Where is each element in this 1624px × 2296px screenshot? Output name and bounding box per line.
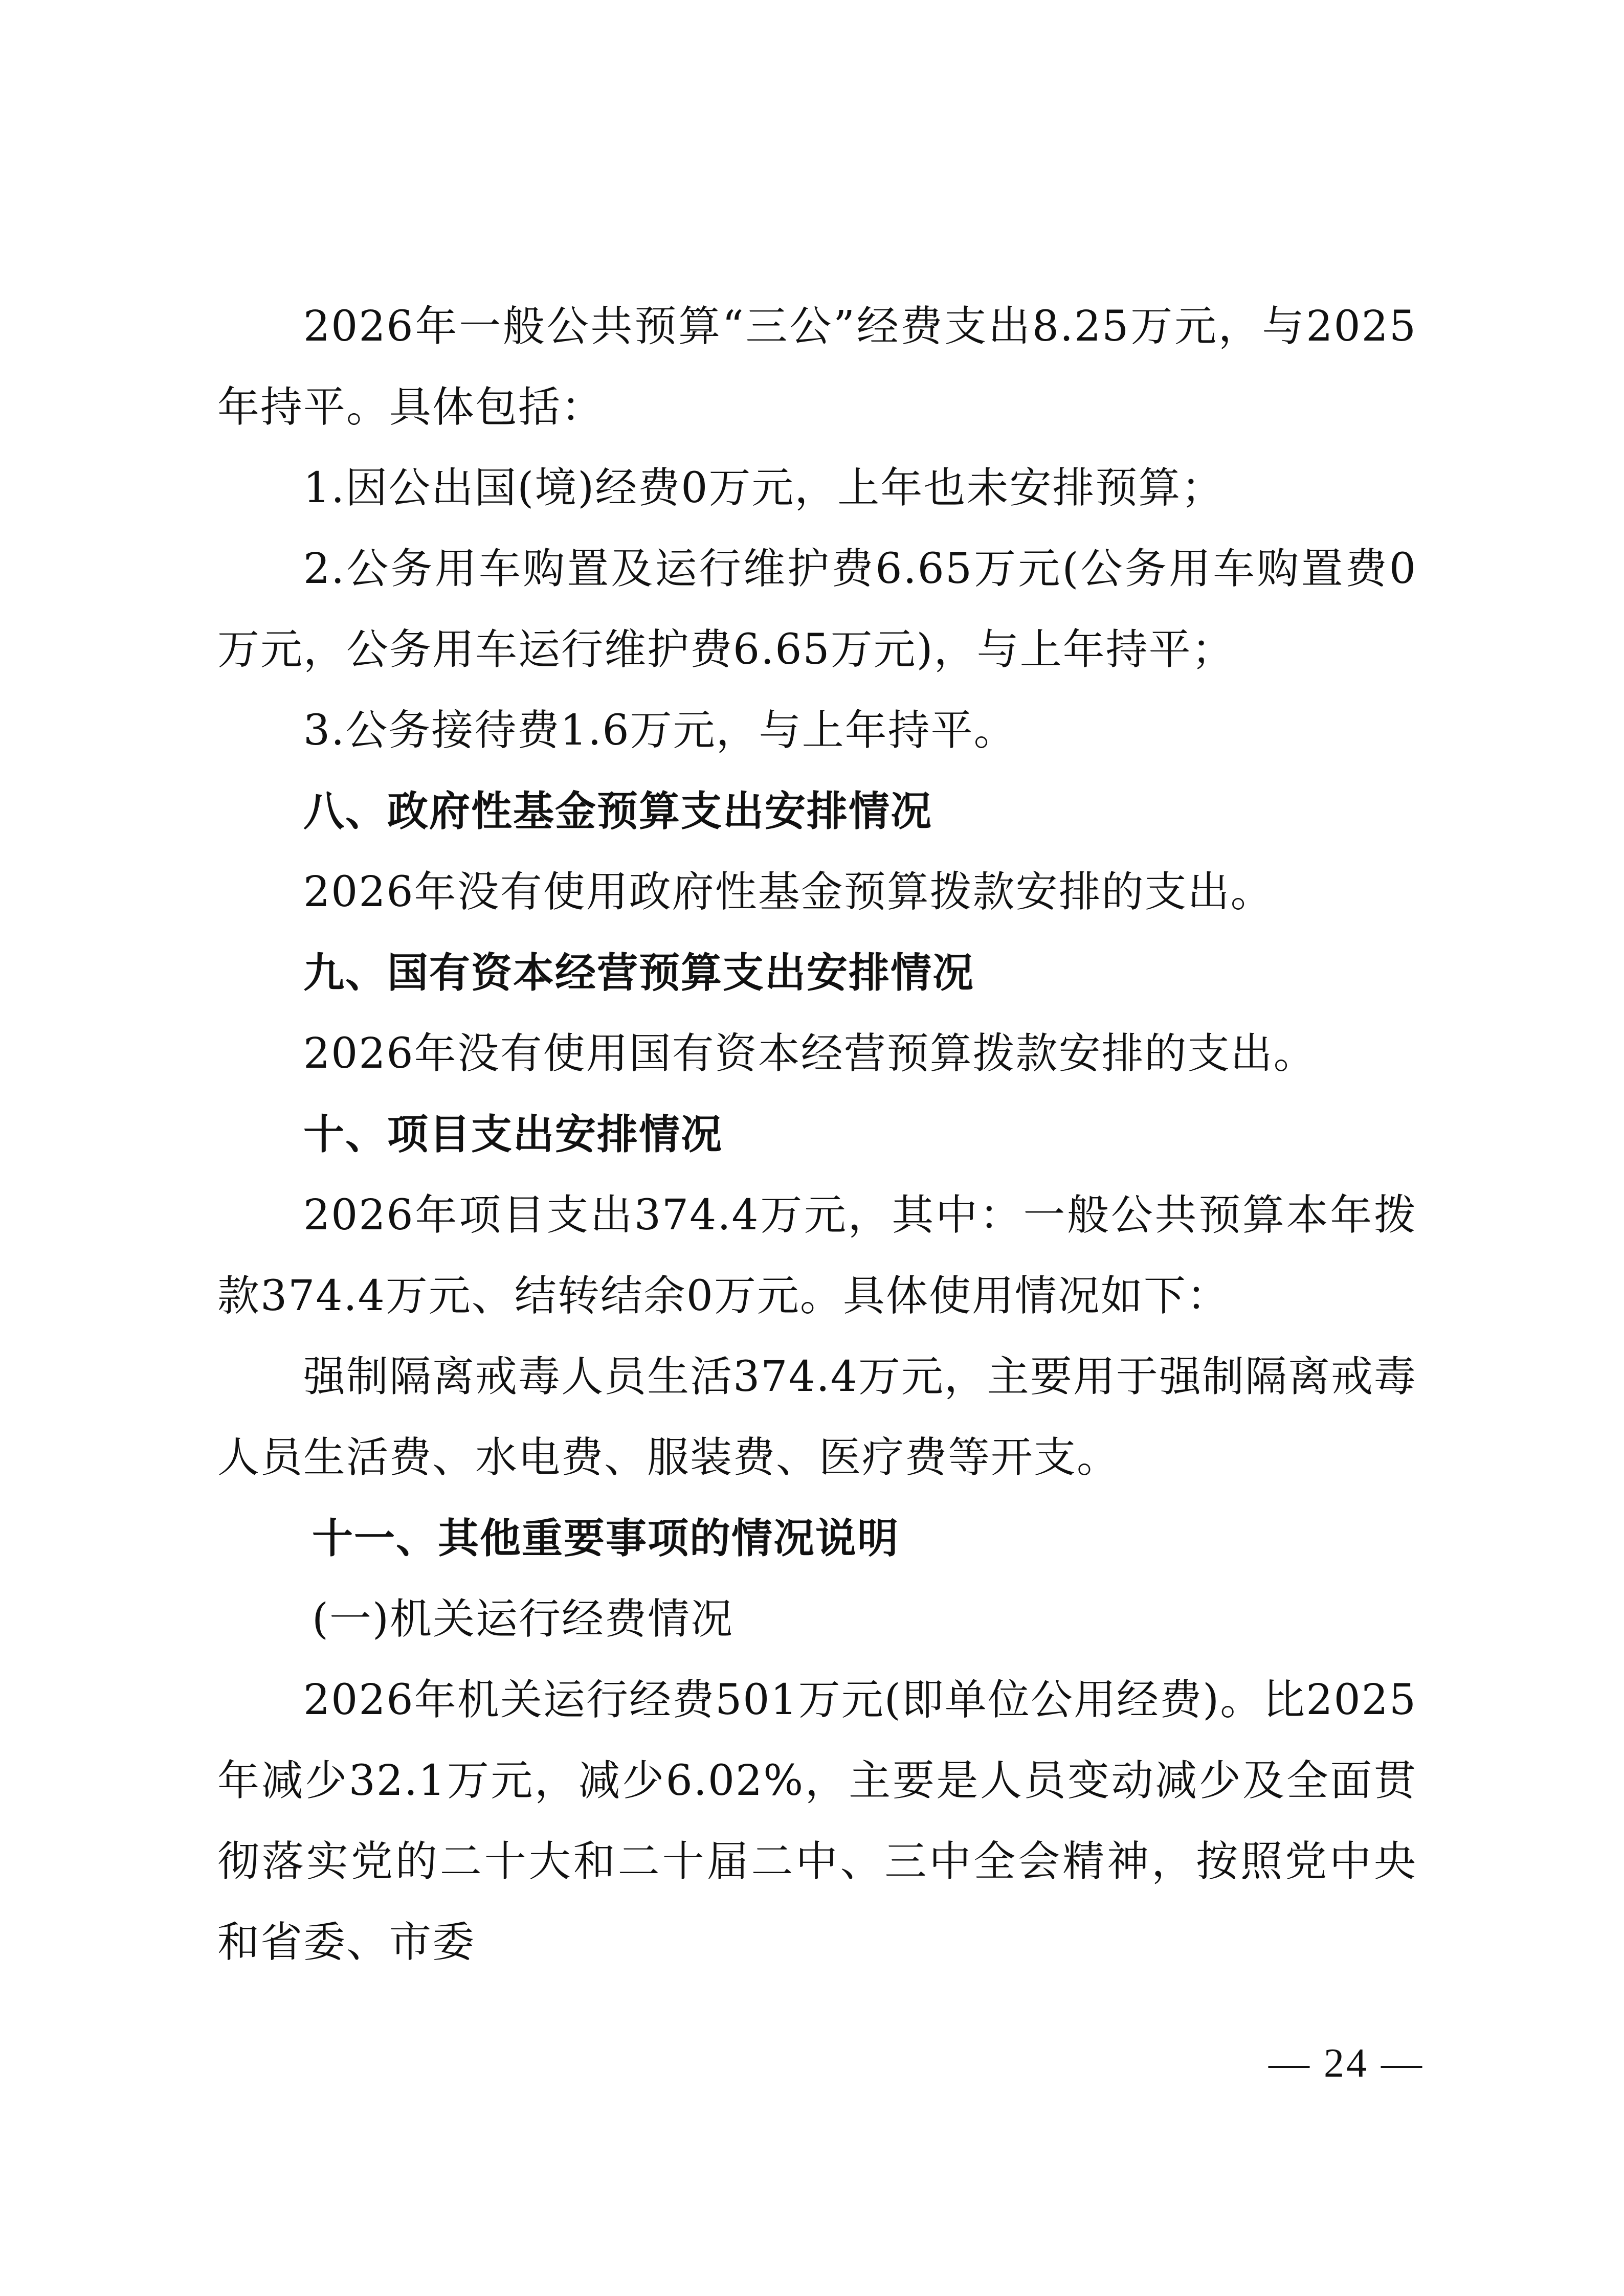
paragraph-state-capital: 2026年没有使用国有资本经营预算拨款安排的支出。	[303, 1029, 1317, 1078]
paragraph-official-vehicles: 2.公务用车购置及运行维护费6.65万元(公务用车购置费0万元，公务用车运行维护费6.65万元)，与上年持平；	[217, 545, 1417, 674]
paragraph-project-detail: 强制隔离戒毒人员生活374.4万元，主要用于强制隔离戒毒人员生活费、水电费、服装费、医疗费等开支。	[217, 1353, 1417, 1482]
section-heading-8: 八、政府性基金预算支出安排情况	[303, 787, 932, 835]
paragraph-reception: 3.公务接待费1.6万元，与上年持平。	[303, 706, 1017, 755]
paragraph-project-expenditure: 2026年项目支出374.4万元，其中：一般公共预算本年拨款374.4万元、结转结余0万元。具体使用情况如下：	[217, 1191, 1417, 1320]
paragraph-government-fund: 2026年没有使用政府性基金预算拨款安排的支出。	[303, 868, 1274, 916]
paragraph-operating-costs: 2026年机关运行经费501万元(即单位公用经费)。比2025年减少32.1万元，减少6.02%，主要是人员变动减少及全面贯彻落实党的二十大和二十届二中、三中全会精神，按照党中央和省委、市委	[217, 1676, 1417, 1967]
paragraph-outbound-travel: 1.因公出国(境)经费0万元，上年也未安排预算；	[303, 464, 1225, 512]
paragraph-sangong-total: 2026年一般公共预算“三公”经费支出8.25万元，与2025年持平。具体包括：	[217, 302, 1417, 432]
subsection-heading-1: (一)机关运行经费情况	[312, 1595, 733, 1644]
section-heading-10: 十、项目支出安排情况	[303, 1111, 723, 1158]
page-number: — 24 —	[1269, 2041, 1424, 2086]
section-heading-11: 十一、其他重要事项的情况说明	[312, 1515, 899, 1562]
section-heading-9: 九、国有资本经营预算支出安排情况	[303, 949, 974, 997]
document-body	[217, 286, 1417, 1983]
